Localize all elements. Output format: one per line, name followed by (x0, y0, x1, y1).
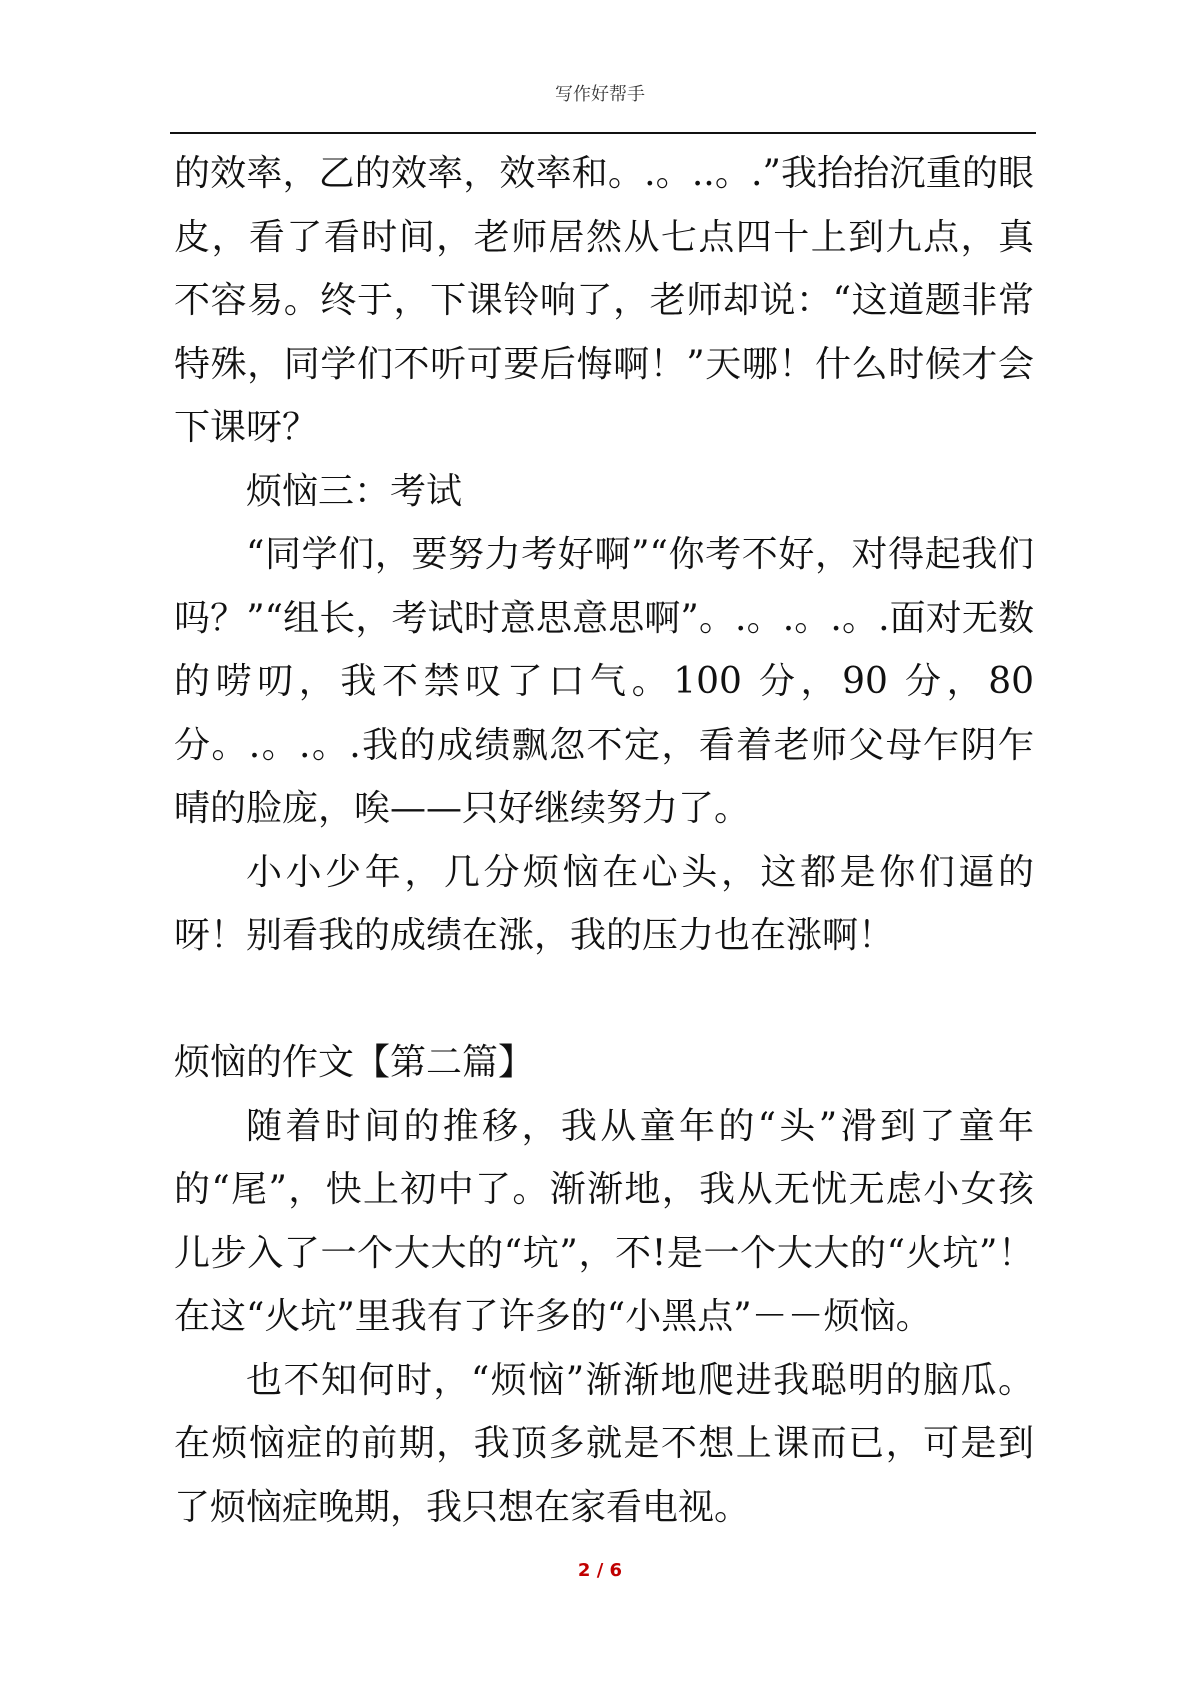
paragraph-second-body: 也不知何时，“烦恼”渐渐地爬进我聪明的脑瓜。在烦恼症的前期，我顶多就是不想上课而已，可是到了烦恼症晚期，我只想在家看电视。 (174, 1359, 1034, 1528)
page-header-title: 写作好帮手 (555, 84, 645, 105)
paragraph-continuation: 的效率，乙的效率，效率和。.。..。.”我抬抬沉重的眼皮，看了看时间，老师居然从七点四十上到九点，真不容易。终于，下课铃响了，老师却说：“这道题非常特殊，同学们不听可要后悔啊！”天哪！什么时候才会下课呀？ (174, 153, 1034, 448)
header-divider (170, 132, 1036, 134)
paragraph-second-intro: 随着时间的推移，我从童年的“头”滑到了童年的“尾”，快上初中了。渐渐地，我从无忧无虑小女孩儿步入了一个大大的“坑”，不!是一个大大的“火坑”！在这“火坑”里我有了许多的“小黑点”－－烦恼。 (174, 1105, 1034, 1337)
paragraph-exam-worries: “同学们，要努力考好啊”“你考不好，对得起我们吗？”“组长，考试时意思意思啊”。.。.。.。.面对无数的唠叨，我不禁叹了口气。100 分，90 分，80 分。.。.。.我的成绩飘忽不定，看着老师父母乍阴乍晴的脸庞，唉——只好继续努力了。 (174, 534, 1034, 829)
essay-title-second: 烦恼的作文【第二篇】 (174, 1042, 535, 1083)
section-heading-worry-three: 烦恼三：考试 (246, 470, 463, 512)
paragraph-conclusion: 小小少年，几分烦恼在心头，这都是你们逼的呀！别看我的成绩在涨，我的压力也在涨啊！ (174, 851, 1034, 956)
page-indicator: 2 / 6 (577, 1560, 623, 1581)
document-body (174, 142, 1034, 1539)
blank-line (174, 968, 1034, 1032)
